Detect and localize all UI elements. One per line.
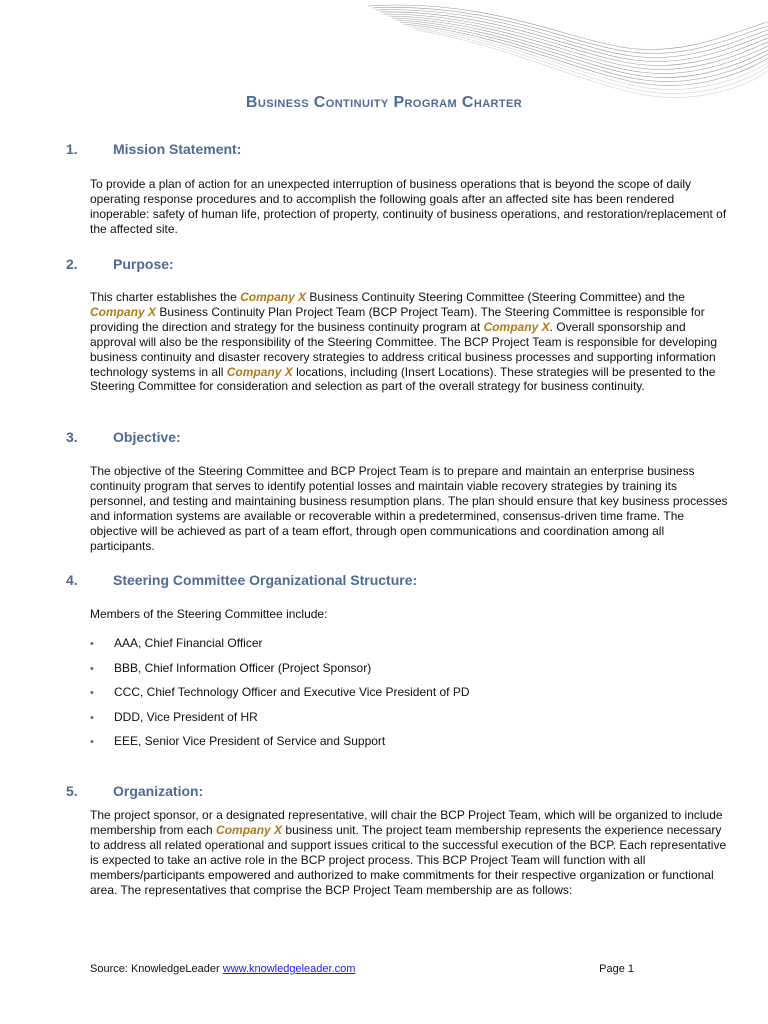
purpose-paragraph xyxy=(90,290,728,394)
section-number: 3. xyxy=(66,429,78,445)
section-number: 1. xyxy=(66,141,78,157)
member-text: EEE, Senior Vice President of Service and Support xyxy=(114,734,386,749)
section-title: Mission Statement: xyxy=(113,141,242,157)
section-heading-steering-committee xyxy=(66,572,417,588)
section-number: 4. xyxy=(66,572,78,588)
bullet-icon: • xyxy=(90,711,94,724)
page-number: Page 1 xyxy=(599,963,634,975)
text-run: locations, including (Insert Locations). These strategies will be presented to the Steering Committee for consideration and selection as part of the overall strategy for business continuity. xyxy=(90,364,716,394)
member-text: AAA, Chief Financial Officer xyxy=(114,636,263,650)
section-title: Organization: xyxy=(113,783,204,799)
section-title: Objective: xyxy=(113,429,181,445)
section-heading-mission xyxy=(66,141,241,157)
text-run: Business Continuity Plan Project Team (BCP Project Team). The Steering Committee is responsible for providing the direction and strategy for the business continuity program at xyxy=(90,304,705,334)
page-footer xyxy=(90,963,634,975)
list-item xyxy=(90,733,470,758)
company-name: Company X xyxy=(240,290,307,304)
section-number: 2. xyxy=(66,256,78,272)
list-item xyxy=(90,684,470,709)
text-run: Business Continuity Steering Committee (Steering Committee) and the xyxy=(306,290,685,304)
company-name: Company X xyxy=(216,822,283,837)
section-heading-purpose xyxy=(66,256,174,272)
company-name: Company X xyxy=(226,364,293,379)
list-item xyxy=(90,635,470,660)
bullet-icon: • xyxy=(90,687,94,700)
bullet-icon: • xyxy=(90,662,94,675)
list-item xyxy=(90,709,470,734)
section-heading-organization xyxy=(66,783,203,799)
members-list xyxy=(90,635,470,758)
section-title: Purpose: xyxy=(113,256,174,272)
document-title: Business Continuity Program Charter xyxy=(245,94,523,111)
section-number: 5. xyxy=(66,783,78,799)
bullet-icon: • xyxy=(90,736,94,749)
members-intro: Members of the Steering Committee include: xyxy=(90,607,328,621)
company-name: Company X xyxy=(90,304,157,319)
section-heading-objective xyxy=(66,429,181,445)
header-swoosh-graphic xyxy=(368,0,768,100)
member-text: CCC, Chief Technology Officer and Executive Vice President of PD xyxy=(114,685,470,700)
section-title: Steering Committee Organizational Structure: xyxy=(113,572,418,588)
text-run: . Overall sponsorship and approval will also be the responsibility of the Steering Committee. The BCP Project Team is responsible for developing business continuity and disaster recovery strategies to address critical business processes and supporting information technology systems in all xyxy=(90,319,717,379)
list-item xyxy=(90,660,470,685)
footer-source-link[interactable]: www.knowledgeleader.com xyxy=(222,963,356,975)
text-run: business unit. The project team membership represents the experience necessary to address all related operational and support issues critical to the successful execution of the BCP. Each representative is expected to take an active role in the BCP project process. This BCP Project Team will function with all members/participants empowered and authorized to make commitments for their respective organization or functional area. The representatives that comprise the BCP Project Team membership are as follows: xyxy=(90,822,727,897)
member-text: BBB, Chief Information Officer (Project Sponsor) xyxy=(114,660,372,675)
member-text: DDD, Vice President of HR xyxy=(114,709,258,724)
mission-paragraph: To provide a plan of action for an unexpected interruption of business operations that is beyond the scope of daily operating response procedures and to accomplish the following goals after an affected site has been rendered inoperable: safety of human life, protection of property, continuity of business operations, and restoration/replacement of the affected site. xyxy=(90,177,727,236)
text-run: This charter establishes the xyxy=(90,290,241,304)
organization-paragraph xyxy=(90,808,728,897)
company-name: Company X xyxy=(483,319,550,334)
bullet-icon: • xyxy=(90,638,94,650)
text-run: The project sponsor, or a designated representative, will chair the BCP Project Team, which will be organized to include membership from each xyxy=(90,808,723,837)
footer-source-label: Source: KnowledgeLeader xyxy=(90,963,223,975)
objective-paragraph: The objective of the Steering Committee and BCP Project Team is to prepare and maintain an enterprise business continuity program that serves to identify potential losses and maintain viable recovery strategies by training its personnel, and testing and maintaining business resumption plans. The plan should ensure that key business processes and information systems are available or recoverable within a predetermined, consensus-driven time frame. The objective will be achieved as part of a team effort, through open communications and coordination among all participants. xyxy=(90,464,728,553)
